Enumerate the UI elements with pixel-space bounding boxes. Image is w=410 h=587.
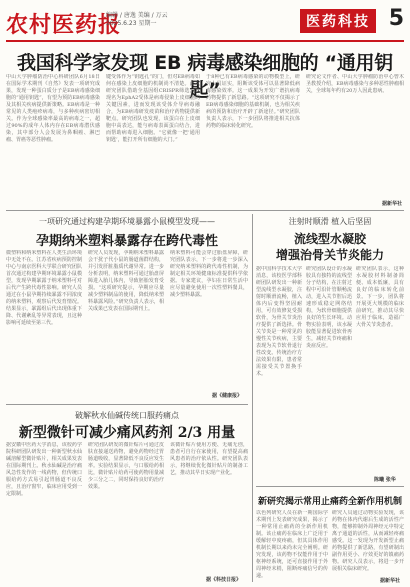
art-left-credit: 据《健康报》 xyxy=(212,393,243,399)
art-left-col-3: 纳米塑料可能会穿过胎盘屏障，研究团队表示，下一步将进一步深入研究纳米塑料的跨代毒性机制，为制定相关环境健康标准提供科学依据。专家建议，孕妇在日常生活中应尽量避免使用一次性塑料餐具，减少塑料暴露。 xyxy=(170,250,248,298)
lead-col-4: 研究论文作者、中山大学肿瘤防治中心曾木圣教授介绍，EB病毒感染与多种恶性肿瘤相关，全球每年约有20万人因此患病。 xyxy=(306,74,404,94)
divider-vertical xyxy=(252,214,253,582)
art-bottom-left-col-1: 据安徽中医药大学消息，该校药学院科研团队研发出一种新型秋水仙碱溶解型微针贴片，相关成果发表在国际期刊上。秋水仙碱是治疗痛风急性发作的一线药物，但传统口服给药方式易引起胃肠道不良反应，且治疗窗窄，临床应用受到一定限制。 xyxy=(6,442,82,497)
page-number: 5 xyxy=(388,6,404,31)
art-right-title-1: 流线型水凝胶 xyxy=(293,232,366,246)
masthead-meta xyxy=(106,12,168,28)
lead-col-2: 键受体作为“钥匙孔”的门，但对EB病毒如何在感染上皮细胞的机制尚不清楚。此次研究团队借助全基因组CRISPR筛选，发现名为EphA2受体是病毒侵染上皮细胞的关键因素，进而发现该受体介导病毒融合，为EB病毒研发疫苗和治疗药物提供新靶点。研究团队也发现，该蛋白在上皮细胞中高表达，能与病毒表面蛋白结合，进而帮助病毒进入细胞。“它就像一把‘通用钥匙’，能打开所有细胞的大门。” xyxy=(106,74,200,143)
lead-col-1: 中山大学肿瘤防治中心科研团队6月18日在国际学术期刊《自然》发表一项研究成果，发现一种蛋白质分子是EB病毒感染细胞的“通用钥匙”，有望为预防EB病毒感染及其相关疾病提供新策略。EB病毒是一种常见的人类疱疹病毒，与多种疾病密切相关。作为全球感染率最高的病毒之一，超过90%的成年人体内存在EB病毒潜伏感染，其中部分人会发展为鼻咽癌、淋巴瘤、胃癌等恶性肿瘤。 xyxy=(6,74,100,143)
art-bottom-left-credit: 据《科技日报》 xyxy=(206,577,242,583)
art-right-credit: 陈曦 张华 xyxy=(374,477,396,483)
section-label: 医药科技 xyxy=(300,9,376,33)
lead-credit: 据新华社 xyxy=(381,201,402,207)
date-line: 2025.6.23 星期一 xyxy=(106,20,157,27)
lead-headline: 我国科学家发现 EB 病毒感染细胞的 “通用钥匙” xyxy=(17,52,393,101)
art-left-kicker: 一项研究通过构建孕期环境暴露小鼠模型发现—— xyxy=(39,217,215,226)
divider-left-bottom xyxy=(6,404,248,405)
art-bottom-right-credit: 据新华社 xyxy=(380,578,401,584)
art-bottom-right-col-1: 以色列研究人员在新一期国际学术期刊上发表研究成果，揭示了一种常用止痛药的全新作用机制。该止痛药在临床上广泛用于缓解轻中度疼痛，但其具体作用机制长期以来尚未完全阐明。研究发现，该药物不仅能作用于中枢神经系统，还可直接作用于外周神经末梢，阻断疼痛信号的传递。 xyxy=(256,510,328,579)
divider-right-bottom xyxy=(256,486,404,487)
art-right-col-1: 据中国科学技术大学消息，该校医学部科研团队研发出一种新型流线型水凝胶，注射时顺滑流畅，植入体内后变得坚固耐用，可有效修复受损软骨，为骨关节炎治疗提供了新选择。骨关节炎是一种常见的慢性关节疾病，主要表现为关节软骨退行性改变。传统治疗方法效果有限，患者常需接受关节置换手术。 xyxy=(256,266,302,377)
art-bottom-left-title: 新型微针可减少痛风药剂 2/3 用量 xyxy=(18,425,236,441)
art-bottom-left-col-2: 研究团队研发的微针贴片可通过皮肤直接递送药物，避免药物经过胃肠道吸收，显著降低不良反应发生率。实验结果显示，与口服给药相比，微针贴片给药可使药物用量减少三分之二，同时保持良好的治疗效果。 xyxy=(88,442,164,490)
art-left-col-1: 微塑料和纳米塑料在人类生活环境中无处不在。江苏省疾病预防控制中心与南京医科大学联合研究团队首次通过构建孕期环境暴露小鼠模型，发现孕期暴露于纳米塑料可对后代产生跨代毒性影响。研究人员通过在小鼠孕期持续暴露不同浓度的纳米塑料，观察后代发育情况。结果显示，暴露组后代出现体重下降、代谢紊乱等异常表现，且这种影响可延续至第三代。 xyxy=(6,250,82,326)
art-bottom-right-col-2: 研究人员通过动物实验发现，该药物在体内代谢后生成的活性产物，能够抑制外周神经元中特定离子通道的活性，从而减轻疼痛感受。这一发现为开发新型止痛药物提供了新思路，有望研制出副作用更小、疗效更好的镇痛药物。研究人员表示，将进一步开展相关临床研究。 xyxy=(332,510,404,572)
art-left-col-2: 研究人员发现，孕期纳米塑料暴露会干扰子代小鼠的肠道菌群结构，并引发肝脏脂质代谢异常。进一步分析表明，纳米塑料可通过胎盘屏障进入胎儿体内，导致胚胎发育受损。“这项研究提示，孕期应尽量减少塑料制品的使用，降低纳米塑料暴露风险。”研究负责人表示，相关成果已发表在国际期刊上。 xyxy=(88,250,164,312)
art-left-title: 孕期纳米塑料暴露存在跨代毒性 xyxy=(35,234,218,249)
art-bottom-left-col-3: 该微针贴片使用方便、无痛无创，患者可自行在家使用，有望提高痛风患者的治疗依从性。研究团队表示，将继续优化微针贴片的制备工艺，推动其早日实现产业化。 xyxy=(170,442,248,476)
art-right-col-2: 研究团队设计的水凝胶具有独特的流线型分子结构，在注射过程中可沿针管顺畅流动，进入关节腔后迅速形成稳定网络结构，为软骨细胞提供良好的生长环境。动物实验表明，该水凝胶能显著促进软骨再生，减轻关节疼痛和炎症反应。 xyxy=(306,266,352,349)
art-right-kicker: 注射时顺滑 植入后坚固 xyxy=(288,217,372,226)
divider-horizontal xyxy=(6,210,404,211)
masthead-logo: 农村医药报 xyxy=(6,12,122,38)
masthead xyxy=(6,6,404,42)
art-bottom-left-kicker: 破解秋水仙碱传统口服药痛点 xyxy=(75,411,179,420)
art-bottom-right-title: 新研究揭示常用止痛药全新作用机制 xyxy=(257,497,402,507)
art-right-title-2: 增强治骨关节炎能力 xyxy=(275,248,384,262)
lead-col-3: 于8种已有EB病毒感染的动物模型上，研究人员证实，阻断该受体可以显著降低病毒感染效率。这一成果为开发广谱抗病毒药物提供了新思路。“这项研究不仅揭示了EB病毒感染细胞的基础机制，也为相关疾病的预防和治疗开辟了新途径。”研究团队负责人表示，下一步团队将推进相关抗体药物的临床转化研究。 xyxy=(206,74,300,129)
art-right-col-3: 研究团队表示，这种水凝胶材料制备简便、成本低廉，具有良好的临床转化前景。下一步，团队将开展更大规模的临床前研究，推动其尽快应用于临床，造福广大骨关节炎患者。 xyxy=(356,266,404,328)
editor-line: 编辑 / 唐逸 美编 / 万云 xyxy=(106,12,168,19)
